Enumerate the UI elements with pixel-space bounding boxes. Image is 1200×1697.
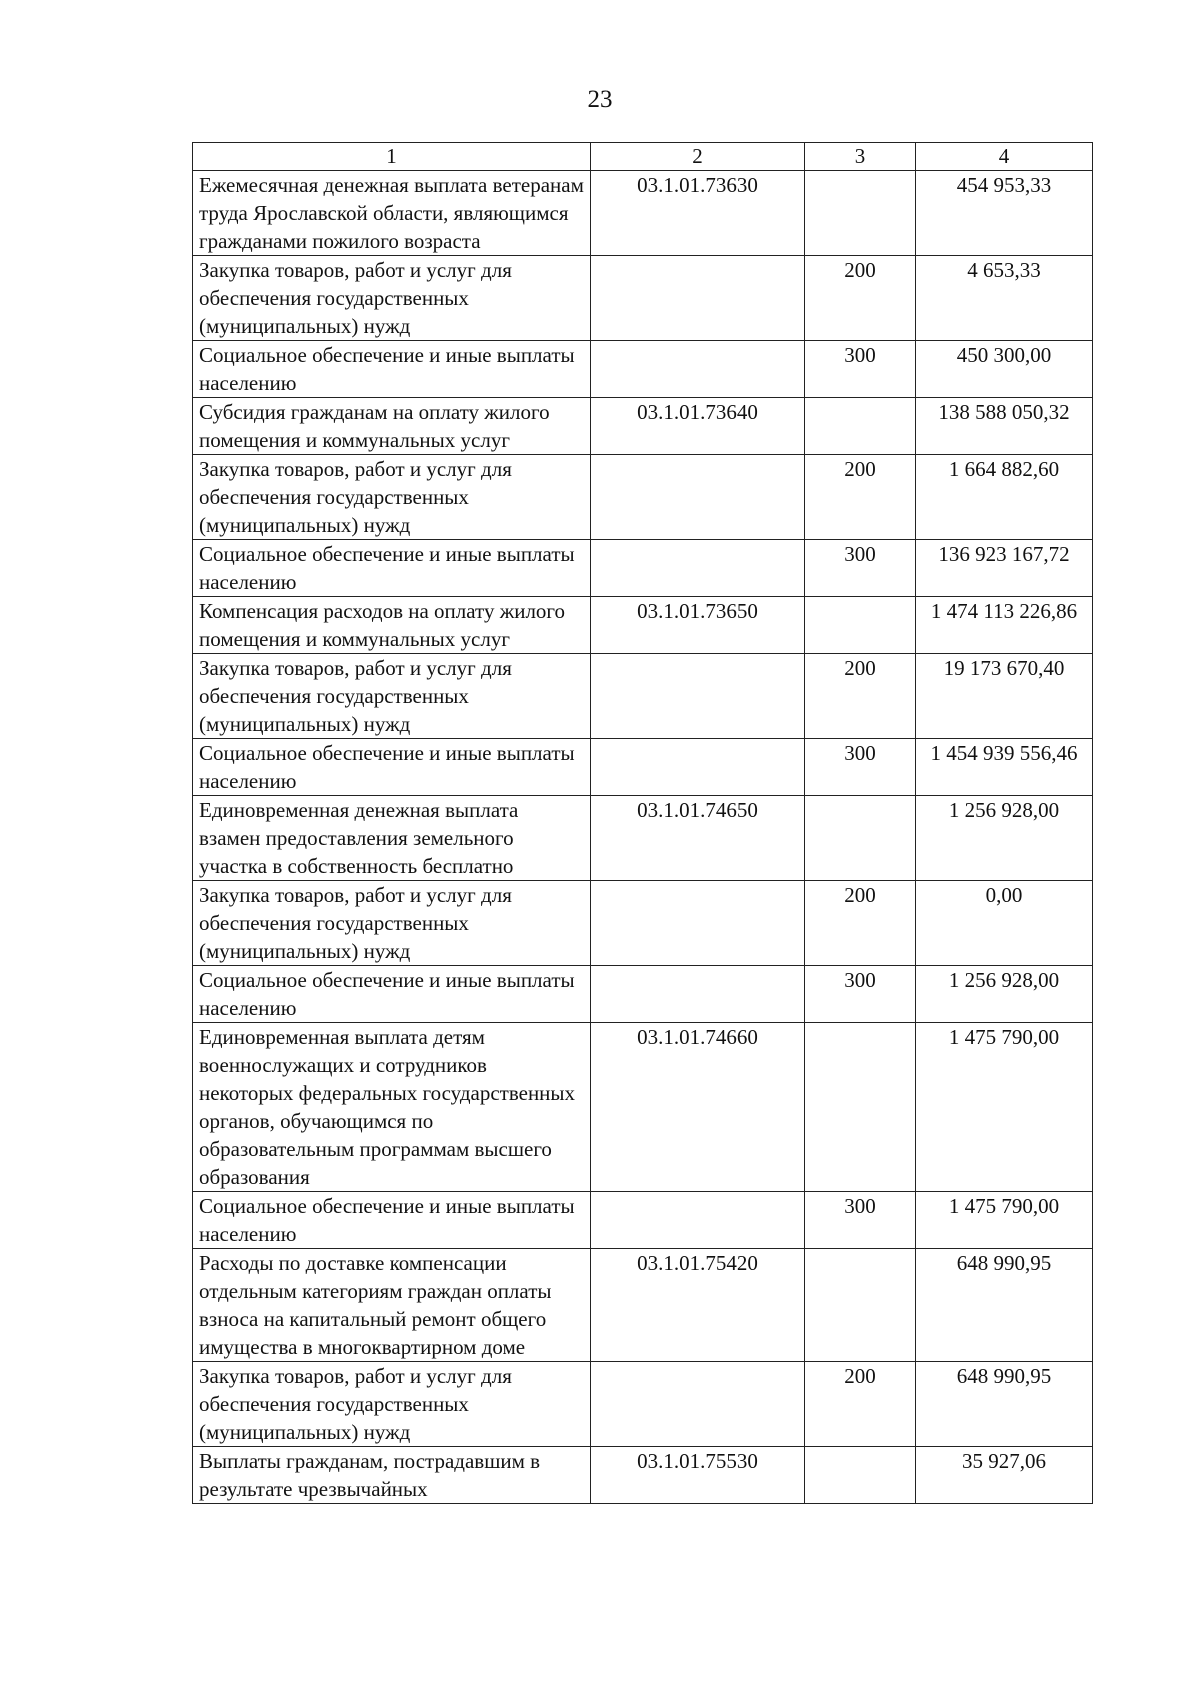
- page-number: 23: [587, 86, 613, 113]
- table-row: [193, 1023, 1093, 1192]
- row-code-cell: [591, 256, 805, 341]
- row-code-cell: 03.1.01.75530: [591, 1447, 805, 1504]
- table-row: [193, 1192, 1093, 1249]
- row-code-cell: 03.1.01.74660: [591, 1023, 805, 1192]
- row-name-cell: Расходы по доставке компенсации отдельным категориям граждан оплаты взноса на капитальный ремонт общего имущества в многоквартирном доме: [193, 1249, 591, 1362]
- row-amount-cell: 648 990,95: [916, 1249, 1093, 1362]
- row-code-cell: 03.1.01.74650: [591, 796, 805, 881]
- header-col-1: 1: [193, 143, 591, 171]
- header-col-4: 4: [916, 143, 1093, 171]
- table-row: [193, 256, 1093, 341]
- row-code-cell: 03.1.01.73650: [591, 597, 805, 654]
- row-name-cell: Единовременная денежная выплата взамен предоставления земельного участка в собственность бесплатно: [193, 796, 591, 881]
- table-row: [193, 881, 1093, 966]
- table-row: [193, 1362, 1093, 1447]
- row-name-cell: Социальное обеспечение и иные выплаты населению: [193, 966, 591, 1023]
- row-name-cell: Закупка товаров, работ и услуг для обеспечения государственных (муниципальных) нужд: [193, 654, 591, 739]
- row-code-cell: [591, 966, 805, 1023]
- table-row: [193, 966, 1093, 1023]
- row-type-cell: 300: [805, 739, 916, 796]
- table-header: [193, 143, 1093, 171]
- table-body: [193, 171, 1093, 1504]
- row-code-cell: [591, 1362, 805, 1447]
- row-amount-cell: 1 475 790,00: [916, 1023, 1093, 1192]
- row-type-cell: 200: [805, 256, 916, 341]
- row-code-cell: [591, 540, 805, 597]
- header-col-2: 2: [591, 143, 805, 171]
- row-code-cell: 03.1.01.75420: [591, 1249, 805, 1362]
- row-code-cell: [591, 341, 805, 398]
- row-name-cell: Социальное обеспечение и иные выплаты населению: [193, 739, 591, 796]
- row-type-cell: [805, 1023, 916, 1192]
- table-row: [193, 171, 1093, 256]
- header-row: [193, 143, 1093, 171]
- row-amount-cell: 1 256 928,00: [916, 966, 1093, 1023]
- row-type-cell: [805, 171, 916, 256]
- table-row: [193, 1249, 1093, 1362]
- row-code-cell: [591, 1192, 805, 1249]
- row-name-cell: Закупка товаров, работ и услуг для обеспечения государственных (муниципальных) нужд: [193, 881, 591, 966]
- row-amount-cell: 454 953,33: [916, 171, 1093, 256]
- row-amount-cell: 648 990,95: [916, 1362, 1093, 1447]
- row-amount-cell: 1 664 882,60: [916, 455, 1093, 540]
- row-name-cell: Компенсация расходов на оплату жилого помещения и коммунальных услуг: [193, 597, 591, 654]
- table-row: [193, 540, 1093, 597]
- table-row: [193, 341, 1093, 398]
- row-type-cell: [805, 597, 916, 654]
- table-row: [193, 1447, 1093, 1504]
- row-name-cell: Закупка товаров, работ и услуг для обеспечения государственных (муниципальных) нужд: [193, 1362, 591, 1447]
- header-col-3: 3: [805, 143, 916, 171]
- row-type-cell: [805, 1447, 916, 1504]
- row-name-cell: Единовременная выплата детям военнослужащих и сотрудников некоторых федеральных государственных органов, обучающимся по образовательным программам высшего образования: [193, 1023, 591, 1192]
- row-amount-cell: 136 923 167,72: [916, 540, 1093, 597]
- row-amount-cell: 138 588 050,32: [916, 398, 1093, 455]
- row-amount-cell: 1 454 939 556,46: [916, 739, 1093, 796]
- row-amount-cell: 35 927,06: [916, 1447, 1093, 1504]
- table-row: [193, 796, 1093, 881]
- row-name-cell: Ежемесячная денежная выплата ветеранам труда Ярославской области, являющимся гражданами пожилого возраста: [193, 171, 591, 256]
- table-row: [193, 398, 1093, 455]
- row-name-cell: Субсидия гражданам на оплату жилого помещения и коммунальных услуг: [193, 398, 591, 455]
- row-name-cell: Социальное обеспечение и иные выплаты населению: [193, 341, 591, 398]
- row-amount-cell: 4 653,33: [916, 256, 1093, 341]
- row-code-cell: [591, 654, 805, 739]
- row-name-cell: Закупка товаров, работ и услуг для обеспечения государственных (муниципальных) нужд: [193, 256, 591, 341]
- row-type-cell: 200: [805, 654, 916, 739]
- row-code-cell: [591, 455, 805, 540]
- row-name-cell: Закупка товаров, работ и услуг для обеспечения государственных (муниципальных) нужд: [193, 455, 591, 540]
- row-code-cell: [591, 739, 805, 796]
- row-name-cell: Социальное обеспечение и иные выплаты населению: [193, 1192, 591, 1249]
- row-type-cell: 200: [805, 455, 916, 540]
- budget-table: [192, 142, 1093, 1504]
- table-row: [193, 597, 1093, 654]
- row-name-cell: Выплаты гражданам, пострадавшим в результате чрезвычайных: [193, 1447, 591, 1504]
- row-type-cell: [805, 398, 916, 455]
- row-type-cell: [805, 1249, 916, 1362]
- row-amount-cell: 1 474 113 226,86: [916, 597, 1093, 654]
- row-amount-cell: 1 475 790,00: [916, 1192, 1093, 1249]
- row-amount-cell: 1 256 928,00: [916, 796, 1093, 881]
- row-type-cell: 200: [805, 881, 916, 966]
- row-type-cell: 300: [805, 966, 916, 1023]
- row-amount-cell: 450 300,00: [916, 341, 1093, 398]
- row-name-cell: Социальное обеспечение и иные выплаты населению: [193, 540, 591, 597]
- row-type-cell: 300: [805, 341, 916, 398]
- row-code-cell: [591, 881, 805, 966]
- row-amount-cell: 19 173 670,40: [916, 654, 1093, 739]
- table-row: [193, 739, 1093, 796]
- row-type-cell: 200: [805, 1362, 916, 1447]
- row-type-cell: 300: [805, 1192, 916, 1249]
- row-type-cell: [805, 796, 916, 881]
- budget-table-container: [192, 142, 1078, 1504]
- table-row: [193, 455, 1093, 540]
- row-code-cell: 03.1.01.73630: [591, 171, 805, 256]
- row-amount-cell: 0,00: [916, 881, 1093, 966]
- table-row: [193, 654, 1093, 739]
- row-type-cell: 300: [805, 540, 916, 597]
- row-code-cell: 03.1.01.73640: [591, 398, 805, 455]
